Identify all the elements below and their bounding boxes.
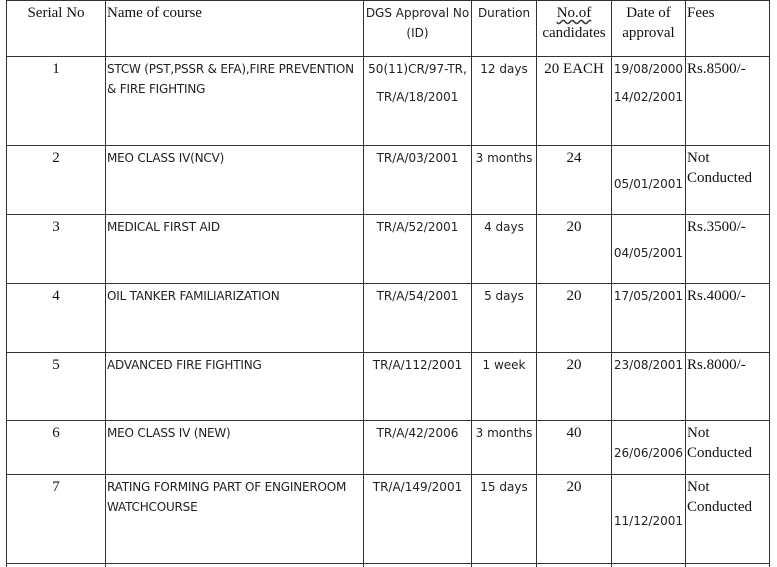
course-cell: OIL TANKER FAMILIARIZATION [106, 284, 364, 353]
approval-cell: TR/A/03/2001 [364, 146, 472, 215]
approval-cell: TR/A/42/2006 [364, 421, 472, 475]
table-row [7, 475, 770, 564]
duration-cell: 4 days [472, 215, 537, 284]
approval-cell: TR/A/52/2001 [364, 215, 472, 284]
duration-cell: 15 days [472, 475, 537, 564]
date-cell: 05/01/2001 [612, 146, 686, 215]
header-candidates: No.of candidates [537, 1, 612, 57]
approval-cell [364, 564, 472, 567]
course-cell [106, 564, 364, 567]
courses-table [6, 0, 770, 567]
course-cell: STCW (PST,PSSR & EFA),FIRE PREVENTION & FIRE FIGHTING [106, 57, 364, 146]
date-cell: 11/12/2001 [612, 475, 686, 564]
course-cell: MEO CLASS IV(NCV) [106, 146, 364, 215]
date-cell: 23/08/2001 [612, 353, 686, 421]
candidates-cell: 40 [537, 421, 612, 475]
header-fees: Fees [686, 1, 770, 57]
duration-cell: 3 months [472, 421, 537, 475]
table-row [7, 353, 770, 421]
approval-cell: TR/A/54/2001 [364, 284, 472, 353]
duration-cell: 5 days [472, 284, 537, 353]
header-duration: Duration [472, 1, 537, 57]
duration-cell: 12 days [472, 57, 537, 146]
fees-cell: Not Conducted [686, 146, 770, 215]
serial-cell [7, 564, 106, 567]
header-row [7, 1, 770, 57]
table-row [7, 284, 770, 353]
serial-cell: 5 [7, 353, 106, 421]
approval-cell: TR/A/112/2001 [364, 353, 472, 421]
duration-cell: 1 week [472, 353, 537, 421]
candidates-cell: 20 [537, 284, 612, 353]
table-row-partial [7, 564, 770, 567]
fees-cell: Rs.8500/- [686, 57, 770, 146]
serial-cell: 1 [7, 57, 106, 146]
serial-cell: 3 [7, 215, 106, 284]
fees-cell [686, 564, 770, 567]
serial-cell: 7 [7, 475, 106, 564]
date-cell: 19/08/2000 14/02/2001 [612, 57, 686, 146]
course-cell: MEDICAL FIRST AID [106, 215, 364, 284]
date-cell: 17/05/2001 [612, 284, 686, 353]
table-row [7, 215, 770, 284]
date-cell: 04/05/2001 [612, 215, 686, 284]
course-cell: MEO CLASS IV (NEW) [106, 421, 364, 475]
course-cell: ADVANCED FIRE FIGHTING [106, 353, 364, 421]
approval-cell: 50(11)CR/97-TR, TR/A/18/2001 [364, 57, 472, 146]
candidates-cell: 24 [537, 146, 612, 215]
candidates-cell [537, 564, 612, 567]
table-row [7, 146, 770, 215]
candidates-cell: 20 [537, 353, 612, 421]
duration-cell: 3 months [472, 146, 537, 215]
approval-cell: TR/A/149/2001 [364, 475, 472, 564]
header-course: Name of course [106, 1, 364, 57]
course-cell: RATING FORMING PART OF ENGINEROOM WATCHCOURSE [106, 475, 364, 564]
candidates-cell: 20 [537, 475, 612, 564]
fees-cell: Rs.3500/- [686, 215, 770, 284]
serial-cell: 4 [7, 284, 106, 353]
date-cell [612, 564, 686, 567]
candidates-cell: 20 EACH [537, 57, 612, 146]
header-dgs-approval: DGS Approval No (ID) [364, 1, 472, 57]
date-cell: 26/06/2006 [612, 421, 686, 475]
candidates-cell: 20 [537, 215, 612, 284]
fees-cell: Not Conducted [686, 475, 770, 564]
serial-cell: 2 [7, 146, 106, 215]
table-row [7, 421, 770, 475]
fees-cell: Rs.4000/- [686, 284, 770, 353]
header-serial: Serial No [7, 1, 106, 57]
header-date: Date of approval [612, 1, 686, 57]
table-row [7, 57, 770, 146]
fees-cell: Not Conducted [686, 421, 770, 475]
duration-cell [472, 564, 537, 567]
fees-cell: Rs.8000/- [686, 353, 770, 421]
serial-cell: 6 [7, 421, 106, 475]
